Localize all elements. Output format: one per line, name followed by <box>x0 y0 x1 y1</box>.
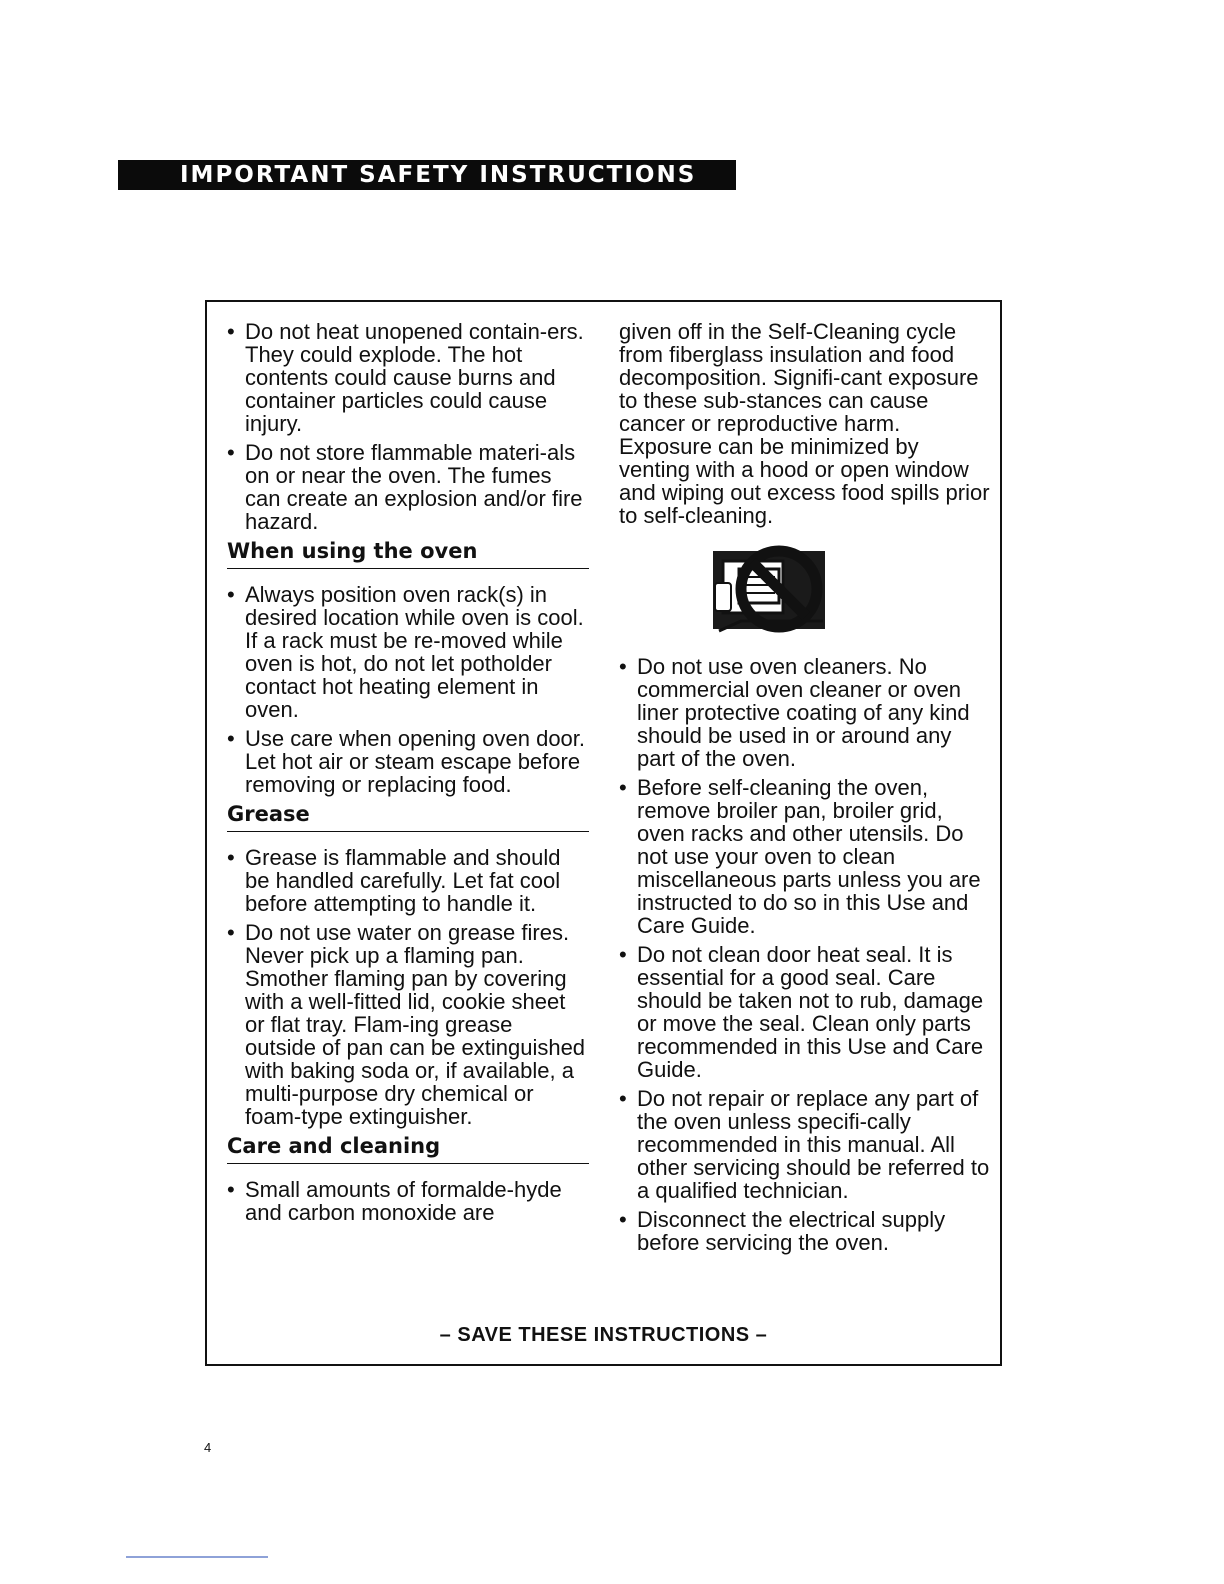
bullet-icon: • <box>227 1177 235 1202</box>
left-column <box>227 320 589 1230</box>
bullet-text: Do not repair or replace any part of the oven unless specifi-cally recommended in this manual. All other servicing should be referred to a qualified technician. <box>637 1086 990 1203</box>
bullet-icon: • <box>619 1086 627 1111</box>
no-oven-cleaner-icon <box>705 543 845 643</box>
bullet-text: Always position oven rack(s) in desired location while oven is cool. If a rack must be re-moved while oven is hot, do not let potholder contact hot heating element in oven. <box>245 582 584 722</box>
bullet-icon: • <box>619 654 627 679</box>
bullet-text: Do not use water on grease fires. Never pick up a flaming pan. Smother flaming pan by covering with a well-fitted lid, cookie sheet or flat tray. Flam-ing grease outside of pan can be extinguished with baking soda or, if available, a multi-purpose dry chemical or foam-type extinguisher. <box>245 920 586 1129</box>
list-item <box>619 1208 991 1254</box>
section-banner: IMPORTANT SAFETY INSTRUCTIONS <box>118 160 736 190</box>
bullet-icon: • <box>619 1207 627 1232</box>
bullet-icon: • <box>227 920 235 945</box>
list-item <box>619 655 991 770</box>
list-item <box>227 846 589 915</box>
section-heading-care-and-cleaning: Care and cleaning <box>227 1134 589 1164</box>
list-item <box>619 943 991 1081</box>
save-instructions-footer: – SAVE THESE INSTRUCTIONS – <box>439 1324 768 1346</box>
bullet-text: Do not heat unopened contain-ers. They could explode. The hot contents could cause burns and container particles could cause injury. <box>245 319 584 436</box>
page-number: 4 <box>204 1440 212 1455</box>
right-column <box>619 320 991 1260</box>
list-item <box>619 776 991 937</box>
section-heading-when-using-the-oven: When using the oven <box>227 539 589 569</box>
section-heading-grease: Grease <box>227 802 589 832</box>
bullet-text: Before self-cleaning the oven, remove broiler pan, broiler grid, oven racks and other utensils. Do not use your oven to clean miscellaneous parts unless you are instructed to do so in this Use and Care Guide. <box>637 775 981 938</box>
bullet-icon: • <box>619 942 627 967</box>
list-item <box>619 1087 991 1202</box>
bullet-icon: • <box>619 775 627 800</box>
list-item <box>227 320 589 435</box>
bottom-rule <box>126 1556 268 1558</box>
list-item <box>227 727 589 796</box>
list-item <box>227 441 589 533</box>
bullet-text: Do not clean door heat seal. It is essential for a good seal. Care should be taken not to rub, damage or move the seal. Clean only parts recommended in this Use and Care Guide. <box>637 942 984 1082</box>
bullet-icon: • <box>227 582 235 607</box>
safety-instructions-box <box>205 300 1002 1366</box>
bullet-text: Disconnect the electrical supply before servicing the oven. <box>637 1207 946 1255</box>
bullet-text: Do not store flammable materi-als on or near the oven. The fumes can create an explosion and/or fire hazard. <box>245 440 583 534</box>
bullet-icon: • <box>227 726 235 751</box>
bullet-icon: • <box>227 440 235 465</box>
bullet-text: Use care when opening oven door. Let hot air or steam escape before removing or replacing food. <box>245 726 586 797</box>
bullet-text: Small amounts of formalde-hyde and carbon monoxide are <box>245 1177 562 1225</box>
bullet-icon: • <box>227 319 235 344</box>
bullet-icon: • <box>227 845 235 870</box>
list-item <box>227 1178 589 1224</box>
continued-paragraph: given off in the Self-Cleaning cycle from fiberglass insulation and food decomposition. Signifi-cant exposure to these sub-stances can cause cancer or reproductive harm. Exposure can be minimized by venting with a hood or open window and wiping out excess food spills prior to self-cleaning. <box>619 319 990 528</box>
list-item <box>227 921 589 1128</box>
bullet-text: Do not use oven cleaners. No commercial oven cleaner or oven liner protective coating of any kind should be used in or around any part of the oven. <box>637 654 970 771</box>
bullet-text: Grease is flammable and should be handled carefully. Let fat cool before attempting to handle it. <box>245 845 561 916</box>
list-item <box>227 583 589 721</box>
